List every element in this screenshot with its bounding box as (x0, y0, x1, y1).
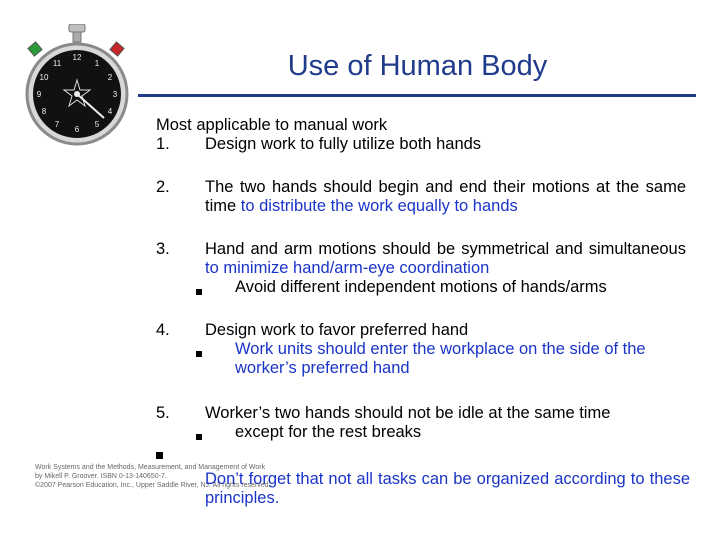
svg-text:6: 6 (74, 125, 80, 134)
svg-text:1: 1 (94, 59, 100, 68)
slide-title: Use of Human Body (287, 50, 548, 82)
stopwatch-icon (22, 24, 132, 146)
item-text: Design work to favor preferred hand (205, 321, 469, 339)
item-text: The two hands should begin and end their motions at the same time (205, 178, 686, 215)
list-item (156, 178, 686, 216)
principles-list (156, 116, 686, 441)
svg-text:3: 3 (112, 90, 118, 99)
svg-text:12: 12 (72, 53, 82, 62)
square-bullet-icon (156, 452, 163, 459)
item-number: 3. (156, 240, 170, 258)
item-number: 4. (156, 321, 170, 339)
square-bullet-icon (196, 289, 202, 295)
item-text: Worker’s two hands should not be idle at the same time (205, 404, 611, 422)
title-divider (138, 94, 696, 97)
item-number: 5. (156, 404, 170, 422)
square-bullet-icon (196, 434, 202, 440)
sub-item-text: Avoid different independent motions of hands/arms (235, 278, 607, 296)
svg-text:4: 4 (107, 107, 113, 116)
list-item (156, 321, 686, 378)
footer-line: Work Systems and the Methods, Measurement, and Management of Work (35, 464, 266, 471)
closing-note: Don’t forget that not all tasks can be organized according to these principles. (205, 470, 690, 507)
sub-item-text: Work units should enter the workplace on the side of the worker’s preferred hand (235, 340, 646, 377)
svg-text:8: 8 (41, 107, 47, 116)
svg-text:2: 2 (107, 73, 113, 82)
item-text: Design work to fully utilize both hands (205, 135, 482, 153)
square-bullet-icon (196, 351, 202, 357)
list-item (156, 404, 686, 442)
svg-text:7: 7 (54, 120, 60, 129)
item-reason: to minimize hand/arm-eye coordination (205, 259, 490, 277)
item-text: Hand and arm motions should be symmetrical and simultaneous (205, 240, 686, 258)
intro-text: Most applicable to manual work (156, 116, 388, 134)
item-reason: to distribute the work equally to hands (236, 197, 518, 215)
svg-text:5: 5 (94, 120, 100, 129)
svg-text:11: 11 (52, 59, 62, 68)
svg-text:10: 10 (39, 73, 49, 82)
list-item (156, 135, 686, 154)
svg-text:9: 9 (36, 90, 42, 99)
item-number: 1. (156, 135, 170, 153)
item-number: 2. (156, 178, 170, 196)
list-item (156, 240, 686, 297)
sub-item-text: except for the rest breaks (235, 423, 422, 441)
footer-line: by Mikell P. Groover. ISBN 0-13-140650-7. (35, 473, 167, 480)
footer-line: ©2007 Pearson Education, Inc., Upper Saddle River, NJ. All rights reserved. (35, 482, 271, 489)
